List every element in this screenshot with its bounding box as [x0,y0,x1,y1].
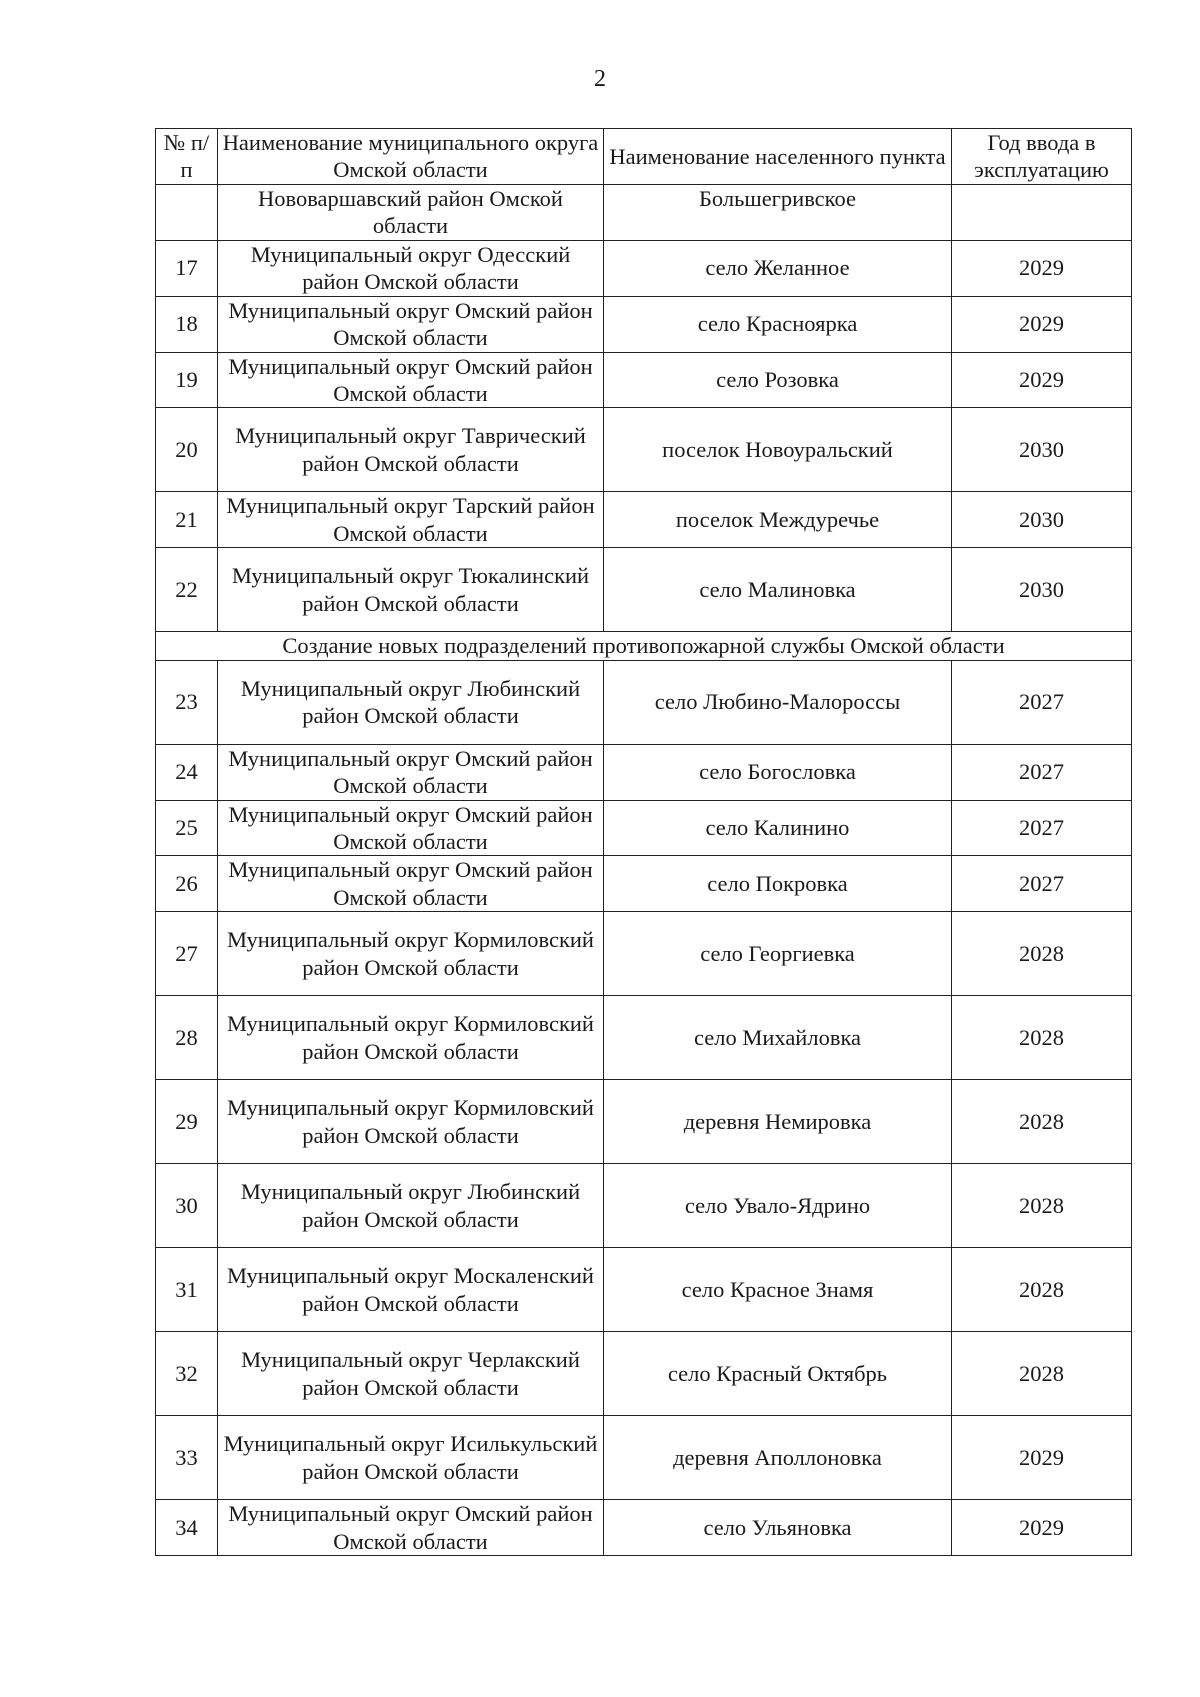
cell-year: 2029 [952,1500,1132,1556]
cell-num: 25 [156,800,218,856]
cell-district: Муниципальный округ Кормиловский район Омской области [218,996,604,1080]
table-row [156,1248,1132,1332]
cell-num: 31 [156,1248,218,1332]
table-row [156,240,1132,296]
cell-year: 2027 [952,800,1132,856]
cell-district: Муниципальный округ Москаленский район Омской области [218,1248,604,1332]
table-row [156,1080,1132,1164]
table-row [156,996,1132,1080]
cell-year: 2027 [952,660,1132,744]
cell-settlement: деревня Немировка [604,1080,952,1164]
cell-district: Муниципальный округ Любинский район Омской области [218,660,604,744]
table-row [156,1416,1132,1500]
facilities-table [155,128,1132,1556]
table-row [156,296,1132,352]
cell-num: 21 [156,492,218,548]
table-row [156,492,1132,548]
cell-settlement: Большегривское [604,184,952,240]
cell-num: 30 [156,1164,218,1248]
section-row [156,632,1132,660]
cell-num: 26 [156,856,218,912]
cell-year: 2027 [952,856,1132,912]
table-row [156,1164,1132,1248]
cell-settlement: деревня Аполлоновка [604,1416,952,1500]
cell-num: 32 [156,1332,218,1416]
page-number: 2 [594,66,606,92]
cell-settlement: село Михайловка [604,996,952,1080]
cell-district: Муниципальный округ Омский район Омской области [218,352,604,408]
cell-year: 2028 [952,1164,1132,1248]
table-body [156,129,1132,1556]
table-row [156,1500,1132,1556]
table-row [156,856,1132,912]
header-settlement: Наименование населенного пункта [604,129,952,185]
cell-district: Муниципальный округ Кормиловский район Омской области [218,912,604,996]
cell-settlement: село Желанное [604,240,952,296]
cell-district: Муниципальный округ Омский район Омской области [218,800,604,856]
cell-num: 23 [156,660,218,744]
cell-settlement: село Любино-Малороссы [604,660,952,744]
header-num: № п/п [156,129,218,185]
cell-num: 28 [156,996,218,1080]
cell-district: Нововаршавский район Омской области [218,184,604,240]
cell-district: Муниципальный округ Омский район Омской области [218,1500,604,1556]
cell-num: 20 [156,408,218,492]
cell-district: Муниципальный округ Омский район Омской области [218,296,604,352]
cell-settlement: село Розовка [604,352,952,408]
table-row [156,912,1132,996]
cell-num: 17 [156,240,218,296]
cell-year: 2030 [952,492,1132,548]
cell-district: Муниципальный округ Одесский район Омской области [218,240,604,296]
cell-num: 29 [156,1080,218,1164]
cell-settlement: село Богословка [604,744,952,800]
cell-num: 33 [156,1416,218,1500]
cell-num: 22 [156,548,218,632]
table-row [156,1332,1132,1416]
header-year: Год ввода в эксплуатацию [952,129,1132,185]
cell-settlement: село Малиновка [604,548,952,632]
cell-settlement: село Красноярка [604,296,952,352]
cell-num: 34 [156,1500,218,1556]
cell-year: 2029 [952,240,1132,296]
header-district: Наименование муниципального округа Омской области [218,129,604,185]
table-row [156,660,1132,744]
cell-settlement: село Красное Знамя [604,1248,952,1332]
cell-num: 18 [156,296,218,352]
cell-settlement: поселок Новоуральский [604,408,952,492]
cell-num [156,184,218,240]
cell-year: 2029 [952,352,1132,408]
table-row [156,408,1132,492]
cell-year: 2028 [952,1248,1132,1332]
cell-year: 2028 [952,912,1132,996]
cell-year [952,184,1132,240]
table-header-row [156,129,1132,185]
cell-year: 2030 [952,548,1132,632]
cell-district: Муниципальный округ Омский район Омской области [218,856,604,912]
cell-district: Муниципальный округ Черлакский район Омской области [218,1332,604,1416]
cell-settlement: поселок Междуречье [604,492,952,548]
cell-district: Муниципальный округ Тарский район Омской области [218,492,604,548]
cell-district: Муниципальный округ Любинский район Омской области [218,1164,604,1248]
cell-num: 27 [156,912,218,996]
continuation-row [156,184,1132,240]
cell-year: 2028 [952,1080,1132,1164]
cell-settlement: село Калинино [604,800,952,856]
table-row [156,548,1132,632]
cell-district: Муниципальный округ Омский район Омской области [218,744,604,800]
section-title: Создание новых подразделений противопожарной службы Омской области [156,632,1132,660]
table-row [156,800,1132,856]
cell-settlement: село Красный Октябрь [604,1332,952,1416]
cell-settlement: село Увало-Ядрино [604,1164,952,1248]
cell-num: 19 [156,352,218,408]
cell-district: Муниципальный округ Кормиловский район Омской области [218,1080,604,1164]
cell-settlement: село Ульяновка [604,1500,952,1556]
cell-year: 2029 [952,1416,1132,1500]
cell-settlement: село Покровка [604,856,952,912]
cell-year: 2029 [952,296,1132,352]
cell-year: 2028 [952,1332,1132,1416]
cell-num: 24 [156,744,218,800]
cell-year: 2030 [952,408,1132,492]
cell-district: Муниципальный округ Тюкалинский район Омской области [218,548,604,632]
table-row [156,352,1132,408]
table-row [156,744,1132,800]
cell-year: 2028 [952,996,1132,1080]
cell-district: Муниципальный округ Таврический район Омской области [218,408,604,492]
cell-district: Муниципальный округ Исилькульский район Омской области [218,1416,604,1500]
cell-settlement: село Георгиевка [604,912,952,996]
cell-year: 2027 [952,744,1132,800]
